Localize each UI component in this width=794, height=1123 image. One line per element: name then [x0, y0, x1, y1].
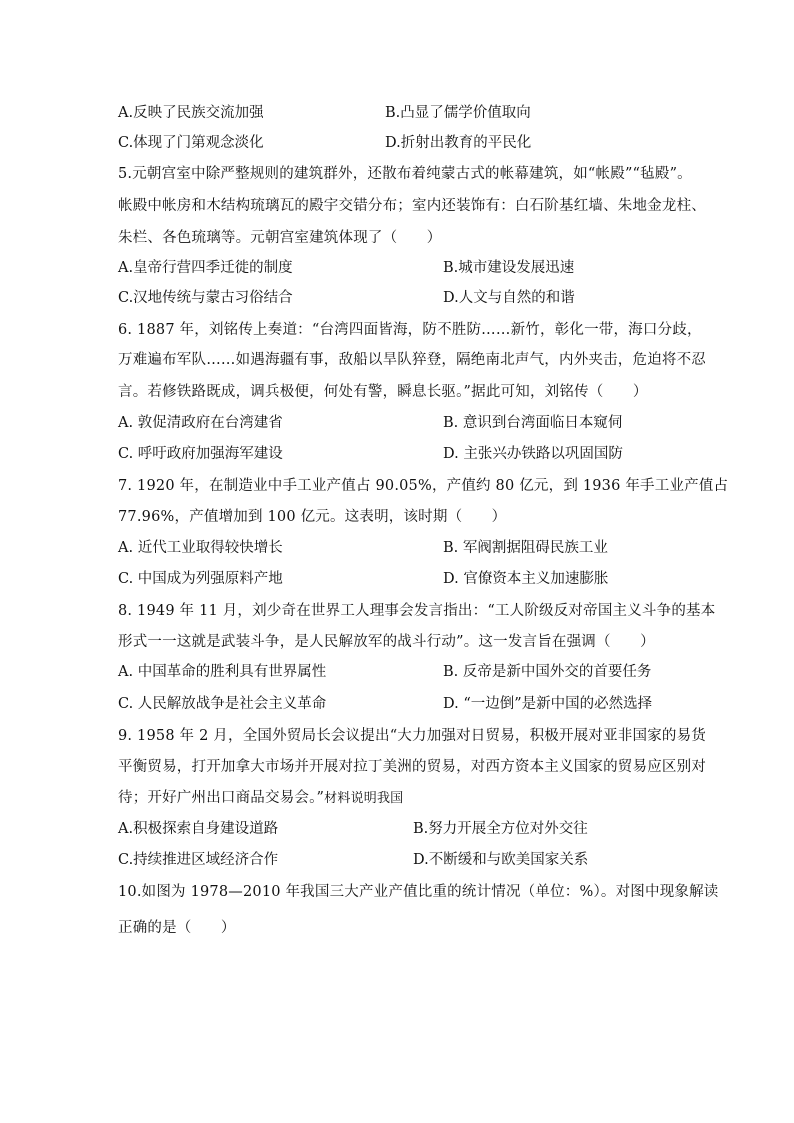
- q9-option-d: D.不断缓和与欧美国家关系: [413, 852, 589, 868]
- q7-option-c: C. 中国成为列强原料产地: [118, 571, 283, 587]
- q10-stem-line-2: 正确的是（ ）: [118, 920, 236, 936]
- q7-option-d: D. 官僚资本主义加速膨胀: [443, 571, 609, 587]
- q10-stem-line-1: 10.如图为 1978—2010 年我国三大产业产值比重的统计情况（单位：%）。对图中现象解读: [118, 884, 719, 900]
- q5-option-c: C.汉地传统与蒙古习俗结合: [118, 290, 293, 306]
- q8-option-c: C. 人民解放战争是社会主义革命: [118, 696, 327, 712]
- q6-option-a: A. 敦促清政府在台湾建省: [118, 415, 283, 431]
- q8-stem-line-1: 8. 1949 年 11 月，刘少奇在世界工人理事会发言指出：“工人阶级反对帝国主义斗争的基本: [118, 603, 716, 619]
- q9-stem-tail: 材料说明我国: [324, 791, 404, 806]
- q6-stem-line-1: 6. 1887 年，刘铭传上奏道：“台湾四面皆海，防不胜防……新竹，彰化一带，海口分歧，: [118, 322, 702, 338]
- q8-option-a: A. 中国革命的胜利具有世界属性: [118, 664, 327, 680]
- q5-stem-line-2: 帐殿中帐房和木结构琉璃瓦的殿宇交错分布；室内还装饰有：白石阶基红墙、朱地金龙柱、: [118, 198, 706, 214]
- q8-option-b: B. 反帝是新中国外交的首要任务: [443, 664, 652, 680]
- q9-option-a: A.积极探索自身建设道路: [118, 821, 279, 837]
- q9-stem-line-3: [118, 788, 403, 809]
- q9-option-c: C.持续推进区域经济合作: [118, 852, 279, 868]
- q4-option-a: A.反映了民族交流加强: [118, 105, 264, 121]
- q7-option-b: B. 军阀割据阻碍民族工业: [443, 540, 608, 556]
- q4-option-d: D.折射出教育的平民化: [385, 135, 532, 151]
- q6-stem-line-3: 言。若修铁路既成，调兵极便，何处有警，瞬息长驱。”据此可知，刘铭传（ ）: [118, 384, 648, 400]
- q5-option-a: A.皇帝行营四季迁徙的制度: [118, 260, 293, 276]
- q9-option-b: B.努力开展全方位对外交往: [413, 821, 588, 837]
- q6-option-b: B. 意识到台湾面临日本窥伺: [443, 415, 623, 431]
- q5-stem-line-1: 5.元朝宫室中除严整规则的建筑群外，还散布着纯蒙古式的帐幕建筑，如“帐殿”“毡殿”。: [118, 166, 692, 182]
- q6-option-c: C. 呼吁政府加强海军建设: [118, 446, 283, 462]
- q7-stem-line-1: 7. 1920 年，在制造业中手工业产值占 90.05%，产值约 80 亿元，到 1936 年手工业产值占: [118, 478, 729, 494]
- q6-stem-line-2: 万难遍布军队……如遇海疆有事，敌船以旱队猝登，隔绝南北声气，内外夹击，危迫将不忍: [118, 352, 706, 368]
- q6-option-d: D. 主张兴办铁路以巩固国防: [443, 446, 623, 462]
- q9-stem-line-1: 9. 1958 年 2 月，全国外贸局长会议提出“大力加强对日贸易，积极开展对亚非国家的易货: [118, 728, 707, 744]
- q9-stem-last: 待；开好广州出口商品交易会。”: [118, 790, 325, 806]
- q7-stem-line-2: 77.96%，产值增加到 100 亿元。这表明，该时期（ ）: [118, 509, 507, 525]
- q5-option-b: B.城市建设发展迅速: [443, 260, 575, 276]
- q4-option-b: B.凸显了儒学价值取向: [385, 105, 531, 121]
- q8-option-d: D. “一边倒”是新中国的必然选择: [443, 696, 653, 712]
- q4-option-c: C.体现了门第观念淡化: [118, 135, 264, 151]
- q5-stem-line-3: 朱栏、各色琉璃等。元朝宫室建筑体现了（ ）: [118, 230, 442, 246]
- q8-stem-line-2: 形式一一这就是武装斗争，是人民解放军的战斗行动”。这一发言旨在强调（ ）: [118, 634, 655, 650]
- q9-stem-line-2: 平衡贸易，打开加拿大市场并开展对拉丁美洲的贸易，对西方资本主义国家的贸易应区别对: [118, 759, 706, 775]
- q5-option-d: D.人文与自然的和谐: [443, 290, 575, 306]
- q7-option-a: A. 近代工业取得较快增长: [118, 540, 283, 556]
